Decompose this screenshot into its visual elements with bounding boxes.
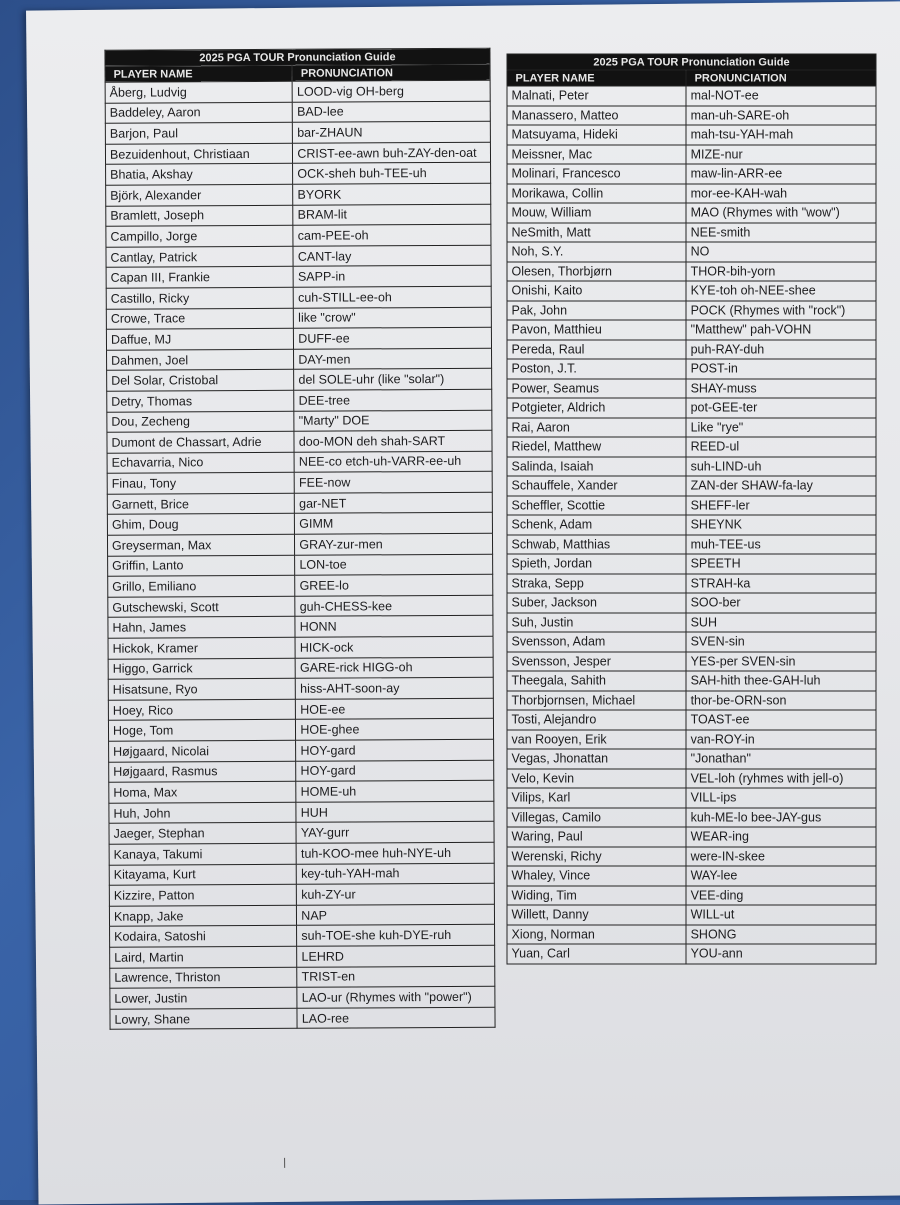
- table-row: [507, 769, 876, 789]
- player-name-cell: Willett, Danny: [507, 905, 686, 925]
- pronunciation-cell: del SOLE-uhr (like "solar"): [294, 369, 492, 391]
- table-row: [507, 749, 876, 769]
- pronunciation-cell: NAP: [297, 904, 495, 926]
- pronunciation-cell: MIZE-nur: [686, 145, 876, 165]
- pronunciation-cell: SAPP-in: [293, 266, 491, 288]
- pronunciation-cell: POST-in: [686, 359, 876, 379]
- table-row: [507, 418, 876, 438]
- table-row: [107, 430, 492, 453]
- pronunciation-cell: ZAN-der SHAW-fa-lay: [686, 476, 876, 496]
- pronunciation-cell: HOY-gard: [296, 760, 494, 782]
- table-row: [105, 101, 490, 124]
- pronunciation-cell: LOOD-vig OH-berg: [292, 80, 490, 102]
- pronunciation-cell: CANT-lay: [293, 245, 491, 267]
- table-row: [110, 986, 495, 1009]
- pronunciation-cell: SAH-hith thee-GAH-luh: [686, 671, 876, 691]
- table-row: [107, 513, 492, 536]
- pronunciation-cell: HUH: [296, 801, 494, 823]
- player-name-cell: Widing, Tim: [507, 886, 686, 906]
- table-row: [108, 574, 493, 597]
- table-row: [507, 535, 876, 555]
- pronunciation-cell: were-IN-skee: [686, 847, 876, 866]
- pronunciation-cell: suh-TOE-she kuh-DYE-ruh: [297, 925, 495, 947]
- table-row: [108, 554, 493, 577]
- table-row: [507, 593, 876, 613]
- player-name-cell: Baddeley, Aaron: [105, 102, 292, 124]
- pronunciation-cell: HOE-ghee: [296, 719, 494, 741]
- player-name-cell: Kodaira, Satoshi: [110, 926, 297, 948]
- pronunciation-cell: "Marty" DOE: [294, 410, 492, 432]
- table-row: [507, 301, 876, 321]
- player-name-cell: Theegala, Sahith: [507, 671, 686, 691]
- player-name-cell: Capan III, Frankie: [106, 267, 293, 289]
- table-row: [109, 739, 494, 762]
- table-row: [507, 203, 876, 223]
- table-row: [507, 925, 876, 945]
- player-name-cell: Molinari, Francesco: [507, 164, 686, 184]
- player-name-cell: Lawrence, Thriston: [110, 967, 297, 989]
- pronunciation-cell: Like "rye": [686, 418, 876, 438]
- pronunciation-cell: DUFF-ee: [294, 327, 492, 349]
- table-row: [507, 359, 876, 379]
- table-row: [507, 730, 876, 749]
- table-row: [507, 125, 876, 145]
- table-row: [108, 616, 493, 639]
- pronunciation-cell: LEHRD: [297, 945, 495, 967]
- player-name-cell: NeSmith, Matt: [507, 223, 686, 243]
- table-row: [108, 657, 493, 680]
- table-row: [107, 348, 492, 371]
- player-name-cell: Ghim, Doug: [107, 514, 294, 536]
- table-title: 2025 PGA TOUR Pronunciation Guide: [507, 54, 876, 70]
- player-name-cell: Hisatsune, Ryo: [108, 678, 295, 700]
- pronunciation-cell: HOY-gard: [296, 739, 494, 761]
- table-row: [110, 966, 495, 989]
- pronunciation-cell: WAY-lee: [686, 866, 876, 886]
- pronunciation-cell: VILL-ips: [686, 788, 876, 808]
- player-name-cell: Svensson, Jesper: [507, 652, 686, 672]
- pronunciation-cell: doo-MON deh shah-SART: [294, 430, 492, 452]
- table-row: [107, 472, 492, 495]
- pronunciation-cell: kuh-ZY-ur: [297, 883, 495, 905]
- player-name-cell: Scheffler, Scottie: [507, 496, 686, 516]
- player-name-cell: Pereda, Raul: [507, 340, 686, 360]
- table-row: [105, 80, 490, 103]
- pronunciation-cell: "Matthew" pah-VOHN: [686, 320, 876, 340]
- pronunciation-cell: STRAH-ka: [686, 574, 876, 594]
- table-row: [110, 1007, 495, 1030]
- table-row: [507, 847, 876, 867]
- table-row: [507, 652, 876, 671]
- player-name-cell: Detry, Thomas: [107, 390, 294, 412]
- table-row: [108, 719, 493, 742]
- pronunciation-cell: LAO-ur (Rhymes with "power"): [297, 986, 495, 1008]
- pen-mark: [284, 1158, 285, 1168]
- table-row: [507, 281, 876, 301]
- pronunciation-cell: maw-lin-ARR-ee: [686, 164, 876, 184]
- table-row: [107, 492, 492, 515]
- table-row: [507, 788, 876, 808]
- pronunciation-cell: NEE-smith: [686, 223, 876, 243]
- pronunciation-cell: SUH: [686, 613, 876, 633]
- pronunciation-cell: GRAY-zur-men: [295, 533, 493, 555]
- table-row: [110, 925, 495, 948]
- player-name-cell: Manassero, Matteo: [507, 106, 686, 126]
- table-row: [507, 554, 876, 574]
- table-row: [507, 671, 876, 691]
- table-row: [106, 245, 491, 268]
- player-name-cell: Vegas, Jhonattan: [507, 749, 686, 769]
- player-name-cell: Finau, Tony: [107, 473, 294, 495]
- player-name-cell: Huh, John: [109, 802, 296, 824]
- table-row: [107, 533, 492, 556]
- player-name-cell: Del Solar, Cristobal: [107, 370, 294, 392]
- player-name-cell: Vilips, Karl: [507, 788, 686, 808]
- pronunciation-cell: SPEETH: [686, 554, 876, 574]
- pronunciation-cell: WILL-ut: [686, 905, 876, 925]
- player-name-cell: Noh, S.Y.: [507, 242, 686, 262]
- player-name-cell: Greyserman, Max: [107, 534, 294, 556]
- pronunciation-cell: SHEFF-ler: [686, 496, 876, 515]
- table-row: [107, 410, 492, 433]
- pronunciation-cell: suh-LIND-uh: [686, 457, 876, 477]
- pronunciation-cell: man-uh-SARE-oh: [686, 106, 876, 126]
- pronunciation-cell: SHAY-muss: [686, 379, 876, 399]
- pronunciation-cell: LON-toe: [295, 554, 493, 576]
- pronunciation-cell: tuh-KOO-mee huh-NYE-uh: [296, 842, 494, 864]
- pronunciation-cell: POCK (Rhymes with "rock"): [686, 301, 876, 321]
- player-name-cell: Potgieter, Aldrich: [507, 398, 686, 418]
- player-name-cell: Pavon, Matthieu: [507, 320, 686, 340]
- table-row: [507, 398, 876, 418]
- table-row: [106, 183, 491, 206]
- table-row: [507, 905, 876, 925]
- player-name-cell: Jaeger, Stephan: [109, 823, 296, 845]
- player-name-cell: Kizzire, Patton: [109, 884, 296, 906]
- table-row: [507, 515, 876, 535]
- table-row: [507, 476, 876, 496]
- table-row: [109, 780, 494, 803]
- table-row: [109, 863, 494, 886]
- table-row: [108, 595, 493, 618]
- player-name-cell: Højgaard, Rasmus: [109, 761, 296, 783]
- pronunciation-table-left: [104, 48, 495, 1030]
- table-row: [105, 142, 490, 165]
- pronunciation-cell: mah-tsu-YAH-mah: [686, 125, 876, 145]
- pronunciation-cell: HOME-uh: [296, 780, 494, 802]
- pronunciation-cell: NEE-co etch-uh-VARR-ee-uh: [294, 451, 492, 473]
- pronunciation-cell: DAY-men: [294, 348, 492, 370]
- player-name-cell: Dumont de Chassart, Adrie: [107, 431, 294, 453]
- pronunciation-cell: THOR-bih-yorn: [686, 262, 876, 282]
- player-name-cell: Lower, Justin: [110, 987, 297, 1009]
- pronunciation-cell: pot-GEE-ter: [686, 398, 876, 418]
- pronunciation-cell: KYE-toh oh-NEE-shee: [686, 281, 876, 301]
- column-header-pronunciation: PRONUNCIATION: [686, 70, 876, 86]
- table-row: [110, 945, 495, 968]
- pronunciation-cell: CRIST-ee-awn buh-ZAY-den-oat: [293, 142, 491, 164]
- table-row: [109, 883, 494, 906]
- player-name-cell: Waring, Paul: [507, 827, 686, 847]
- player-name-cell: Laird, Martin: [110, 946, 297, 968]
- player-name-cell: Werenski, Richy: [507, 847, 686, 867]
- pronunciation-cell: puh-RAY-duh: [686, 340, 876, 360]
- table-row: [507, 145, 876, 165]
- table-row: [507, 86, 876, 106]
- pronunciation-table-right: [507, 54, 877, 965]
- player-name-cell: Matsuyama, Hideki: [507, 125, 686, 145]
- table-row: [507, 262, 876, 282]
- player-name-cell: Bezuidenhout, Christiaan: [105, 143, 292, 165]
- table-row: [507, 496, 876, 516]
- pronunciation-cell: VEE-ding: [686, 886, 876, 905]
- player-name-cell: Kanaya, Takumi: [109, 843, 296, 865]
- table-row: [106, 327, 491, 350]
- player-name-cell: Whaley, Vince: [507, 866, 686, 886]
- table-row: [107, 451, 492, 474]
- player-name-cell: Tosti, Alejandro: [507, 710, 686, 730]
- pronunciation-cell: OCK-sheh buh-TEE-uh: [293, 163, 491, 185]
- table-row: [507, 808, 876, 828]
- player-name-cell: Barjon, Paul: [105, 122, 292, 144]
- pronunciation-cell: thor-be-ORN-son: [686, 691, 876, 711]
- pronunciation-cell: GARE-rick HIGG-oh: [295, 657, 493, 679]
- player-name-cell: Højgaard, Nicolai: [109, 740, 296, 762]
- pronunciation-cell: BAD-lee: [293, 101, 491, 123]
- table-row: [106, 204, 491, 227]
- pronunciation-cell: bar-ZHAUN: [293, 121, 491, 143]
- table-row: [507, 886, 876, 906]
- table-row: [105, 121, 490, 144]
- player-name-cell: Garnett, Brice: [107, 493, 294, 515]
- player-name-cell: Meissner, Mac: [507, 145, 686, 165]
- player-name-cell: Malnati, Peter: [507, 86, 686, 106]
- pronunciation-cell: hiss-AHT-soon-ay: [296, 677, 494, 699]
- pronunciation-cell: like "crow": [294, 307, 492, 329]
- player-name-cell: Salinda, Isaiah: [507, 457, 686, 477]
- player-name-cell: Morikawa, Collin: [507, 184, 686, 204]
- player-name-cell: Gutschewski, Scott: [108, 596, 295, 618]
- table-row: [507, 574, 876, 593]
- table-row: [507, 164, 876, 184]
- pronunciation-cell: SHONG: [686, 925, 876, 944]
- player-name-cell: Daffue, MJ: [106, 328, 293, 350]
- table-row: [507, 710, 876, 730]
- player-name-cell: Åberg, Ludvig: [105, 81, 292, 103]
- table-row: [507, 340, 876, 360]
- pronunciation-cell: TOAST-ee: [686, 710, 876, 730]
- table-row: [108, 636, 493, 659]
- pronunciation-cell: van-ROY-in: [686, 730, 876, 750]
- pronunciation-cell: REED-ul: [686, 437, 876, 457]
- player-name-cell: Pak, John: [507, 301, 686, 321]
- table-row: [106, 307, 491, 330]
- player-name-cell: Thorbjornsen, Michael: [507, 691, 686, 711]
- table-row: [507, 944, 876, 964]
- table-row: [108, 677, 493, 700]
- table-row: [507, 320, 876, 340]
- player-name-cell: Suh, Justin: [507, 613, 686, 633]
- player-name-cell: Homa, Max: [109, 781, 296, 803]
- pronunciation-cell: DEE-tree: [294, 389, 492, 411]
- player-name-cell: Castillo, Ricky: [106, 287, 293, 309]
- pronunciation-cell: mal-NOT-ee: [686, 86, 876, 106]
- pronunciation-cell: HICK-ock: [295, 636, 493, 658]
- pronunciation-cell: SOO-ber: [686, 593, 876, 613]
- player-name-cell: Riedel, Matthew: [507, 437, 686, 457]
- table-row: [109, 842, 494, 865]
- table-row: [107, 369, 492, 392]
- player-name-cell: Campillo, Jorge: [106, 225, 293, 247]
- pronunciation-cell: GREE-lo: [295, 574, 493, 596]
- pronunciation-cell: muh-TEE-us: [686, 535, 876, 555]
- pronunciation-cell: cuh-STILL-ee-oh: [293, 286, 491, 308]
- player-name-cell: Hickok, Kramer: [108, 637, 295, 659]
- player-name-cell: Schenk, Adam: [507, 515, 686, 535]
- table-title: 2025 PGA TOUR Pronunciation Guide: [105, 48, 490, 66]
- pronunciation-cell: key-tuh-YAH-mah: [297, 863, 495, 885]
- player-name-cell: Rai, Aaron: [507, 418, 686, 438]
- column-header-pronunciation: PRONUNCIATION: [292, 64, 490, 81]
- player-name-cell: Bramlett, Joseph: [106, 205, 293, 227]
- player-name-cell: Mouw, William: [507, 203, 686, 223]
- player-name-cell: Hoey, Rico: [108, 699, 295, 721]
- table-row: [507, 242, 876, 262]
- pronunciation-cell: YOU-ann: [686, 944, 876, 964]
- table-row: [507, 613, 876, 632]
- player-name-cell: Villegas, Camilo: [507, 808, 686, 828]
- table-row: [108, 698, 493, 721]
- player-name-cell: Griffin, Lanto: [108, 555, 295, 577]
- pronunciation-cell: guh-CHESS-kee: [295, 595, 493, 617]
- table-row: [109, 801, 494, 824]
- pronunciation-cell: YES-per SVEN-sin: [686, 652, 876, 672]
- pronunciation-cell: SHEYNK: [686, 515, 876, 535]
- player-name-cell: Velo, Kevin: [507, 769, 686, 789]
- pronunciation-cell: WEAR-ing: [686, 827, 876, 847]
- pronunciation-cell: "Jonathan": [686, 749, 876, 769]
- player-name-cell: van Rooyen, Erik: [507, 730, 686, 750]
- player-name-cell: Hoge, Tom: [108, 720, 295, 742]
- player-name-cell: Crowe, Trace: [106, 308, 293, 330]
- player-name-cell: Svensson, Adam: [507, 632, 686, 652]
- table-row: [507, 106, 876, 126]
- table-row: [109, 822, 494, 845]
- player-name-cell: Hahn, James: [108, 617, 295, 639]
- pronunciation-cell: NO: [686, 242, 876, 262]
- player-name-cell: Xiong, Norman: [507, 925, 686, 945]
- table-row: [507, 184, 876, 204]
- table-row: [507, 827, 876, 847]
- table-row: [106, 163, 491, 186]
- player-name-cell: Higgo, Garrick: [108, 658, 295, 680]
- pronunciation-cell: YAY-gurr: [296, 822, 494, 844]
- table-row: [507, 223, 876, 243]
- pronunciation-cell: MAO (Rhymes with "wow"): [686, 203, 876, 223]
- player-name-cell: Spieth, Jordan: [507, 554, 686, 574]
- pronunciation-cell: FEE-now: [294, 472, 492, 494]
- player-name-cell: Björk, Alexander: [106, 184, 293, 206]
- player-name-cell: Onishi, Kaito: [507, 281, 686, 301]
- table-row: [507, 866, 876, 886]
- pronunciation-cell: SVEN-sin: [686, 632, 876, 652]
- pronunciation-cell: GIMM: [295, 513, 493, 535]
- player-name-cell: Dahmen, Joel: [107, 349, 294, 371]
- player-name-cell: Yuan, Carl: [507, 944, 686, 964]
- paper-sheet: [26, 1, 900, 1204]
- player-name-cell: Knapp, Jake: [109, 905, 296, 927]
- player-name-cell: Suber, Jackson: [507, 593, 686, 613]
- table-row: [107, 389, 492, 412]
- pronunciation-cell: HONN: [295, 616, 493, 638]
- table-row: [106, 224, 491, 247]
- pronunciation-cell: mor-ee-KAH-wah: [686, 184, 876, 204]
- player-name-cell: Olesen, Thorbjørn: [507, 262, 686, 282]
- pronunciation-cell: LAO-ree: [297, 1007, 495, 1029]
- column-header-player-name: PLAYER NAME: [507, 70, 686, 86]
- table-row: [507, 379, 876, 399]
- pronunciation-cell: BRAM-lit: [293, 204, 491, 226]
- table-row: [507, 437, 876, 457]
- player-name-cell: Poston, J.T.: [507, 359, 686, 379]
- player-name-cell: Straka, Sepp: [507, 574, 686, 594]
- player-name-cell: Power, Seamus: [507, 379, 686, 399]
- player-name-cell: Kitayama, Kurt: [109, 864, 296, 886]
- table-row: [109, 904, 494, 927]
- table-row: [106, 286, 491, 309]
- pronunciation-cell: VEL-loh (ryhmes with jell-o): [686, 769, 876, 788]
- pronunciation-cell: kuh-ME-lo bee-JAY-gus: [686, 808, 876, 827]
- table-row: [507, 457, 876, 477]
- pronunciation-cell: cam-PEE-oh: [293, 224, 491, 246]
- pronunciation-cell: gar-NET: [295, 492, 493, 514]
- player-name-cell: Schwab, Matthias: [507, 535, 686, 555]
- player-name-cell: Schauffele, Xander: [507, 476, 686, 496]
- table-row: [507, 632, 876, 652]
- column-header-player-name: PLAYER NAME: [105, 65, 292, 82]
- pronunciation-cell: BYORK: [293, 183, 491, 205]
- table-row: [106, 266, 491, 289]
- table-row: [109, 760, 494, 783]
- player-name-cell: Dou, Zecheng: [107, 411, 294, 433]
- player-name-cell: Grillo, Emiliano: [108, 576, 295, 598]
- player-name-cell: Bhatia, Akshay: [106, 164, 293, 186]
- player-name-cell: Lowry, Shane: [110, 1008, 297, 1030]
- pronunciation-cell: HOE-ee: [296, 698, 494, 720]
- player-name-cell: Echavarria, Nico: [107, 452, 294, 474]
- table-row: [507, 691, 876, 710]
- player-name-cell: Cantlay, Patrick: [106, 246, 293, 268]
- pronunciation-cell: TRIST-en: [297, 966, 495, 988]
